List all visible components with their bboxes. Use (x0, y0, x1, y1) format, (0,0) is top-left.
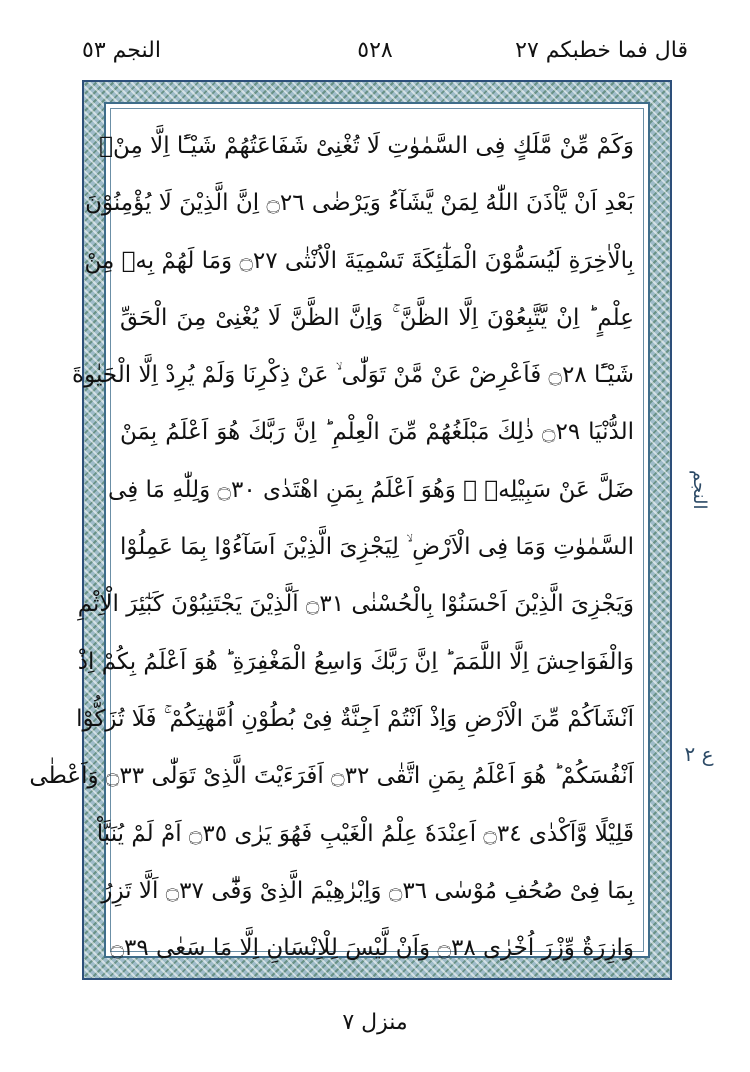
verse-line: شَيْـًٔا ۝٢٨ فَاَعْرِضْ عَنْ مَّنْ تَوَلّٰى ۙ عَنْ ذِكْرِنَا وَلَمْ يُرِدْ اِلَّا الْحَيٰوةَ (72, 362, 634, 389)
verse-line: وَالْفَوَاحِشَ اِلَّا اللَّمَمَ ؕ اِنَّ رَبَّكَ وَاسِعُ الْمَغْفِرَةِ ؕ هُوَ اَعْلَمُ بِكُمْ اِذْ (77, 648, 634, 675)
verse-line: ضَلَّ عَنْ سَبِيْلِهٖ ۙ وَهُوَ اَعْلَمُ بِمَنِ اهْتَدٰى ۝٣٠ وَلِلّٰهِ مَا فِى (108, 476, 634, 503)
verse-line: وَيَجْزِىَ الَّذِيْنَ اَحْسَنُوْا بِالْحُسْنٰى ۝٣١ اَلَّذِيْنَ يَجْتَنِبُوْنَ كَبٰٓئِرَ الْاِثْمِ (77, 591, 634, 618)
margin-surah-name: النجم (689, 470, 710, 510)
verse-line: بَعْدِ اَنْ يَّاْذَنَ اللّٰهُ لِمَنْ يَّشَآءُ وَيَرْضٰى ۝٢٦ اِنَّ الَّذِيْنَ لَا يُؤْمِنُوْنَ (85, 190, 634, 217)
page-number: ٥٢٨ (357, 38, 393, 63)
surah-title: النجم ٥٣ (82, 38, 161, 63)
verse-lines (29, 118, 634, 977)
verse-line: وَكَمْ مِّنْ مَّلَكٍ فِى السَّمٰوٰتِ لَا تُغْنِىْ شَفَاعَتُهُمْ شَيْـًٔا اِلَّا مِنْۢ (99, 133, 634, 159)
verse-line: بِالْاٰخِرَةِ لَيُسَمُّوْنَ الْمَلٰٓئِكَةَ تَسْمِيَةَ الْاُنْثٰى ۝٢٧ وَمَا لَهُمْ بِهٖ مِنْ (84, 247, 634, 274)
juz-title: قال فما خطبكم ٢٧ (515, 38, 688, 63)
verse-line: وَازِرَةٌ وِّزْرَ اُخْرٰى ۝٣٨ وَاَنْ لَّيْسَ لِلْاِنْسَانِ اِلَّا مَا سَعٰى ۝٣٩ (110, 935, 634, 962)
text-panel (29, 102, 650, 962)
verse-line: عِلْمٍ ؕ اِنْ يَّتَّبِعُوْنَ اِلَّا الظَّنَّ ۚ وَاِنَّ الظَّنَّ لَا يُغْنِىْ مِنَ الْحَقِّ (120, 304, 634, 331)
verse-line: بِمَا فِىْ صُحُفِ مُوْسٰى ۝٣٦ وَاِبْرٰهِيْمَ الَّذِىْ وَفّٰٓى ۝٣٧ اَلَّا تَزِرُ (101, 877, 634, 904)
verse-line: قَلِيْلًا وَّاَكْدٰى ۝٣٤ اَعِنْدَهٗ عِلْمُ الْغَيْبِ فَهُوَ يَرٰى ۝٣٥ اَمْ لَمْ يُنَبَّاْ (96, 820, 634, 847)
verse-line: الدُّنْيَا ۝٢٩ ذٰلِكَ مَبْلَغُهُمْ مِّنَ الْعِلْمِ ؕ اِنَّ رَبَّكَ هُوَ اَعْلَمُ بِمَنْ (120, 419, 634, 446)
manzil-footer: منزل ٧ (342, 1010, 408, 1035)
verse-line: اَنْشَاَكُمْ مِّنَ الْاَرْضِ وَاِذْ اَنْتُمْ اَجِنَّةٌ فِىْ بُطُوْنِ اُمَّهٰتِكُمْ ۚ فَلَا تُزَكُّوْا (76, 705, 634, 732)
margin-ruku-mark: ع ٢ (684, 742, 714, 766)
ornamental-border (29, 80, 672, 980)
verse-line: السَّمٰوٰتِ وَمَا فِى الْاَرْضِ ۙ لِيَجْزِىَ الَّذِيْنَ اَسَآءُوْا بِمَا عَمِلُوْا (120, 534, 634, 561)
verse-line: اَنْفُسَكُمْ ؕ هُوَ اَعْلَمُ بِمَنِ اتَّقٰى ۝٣٢ اَفَرَءَيْتَ الَّذِىْ تَوَلّٰى ۝٣٣ وَاَعْطٰى (29, 763, 634, 790)
